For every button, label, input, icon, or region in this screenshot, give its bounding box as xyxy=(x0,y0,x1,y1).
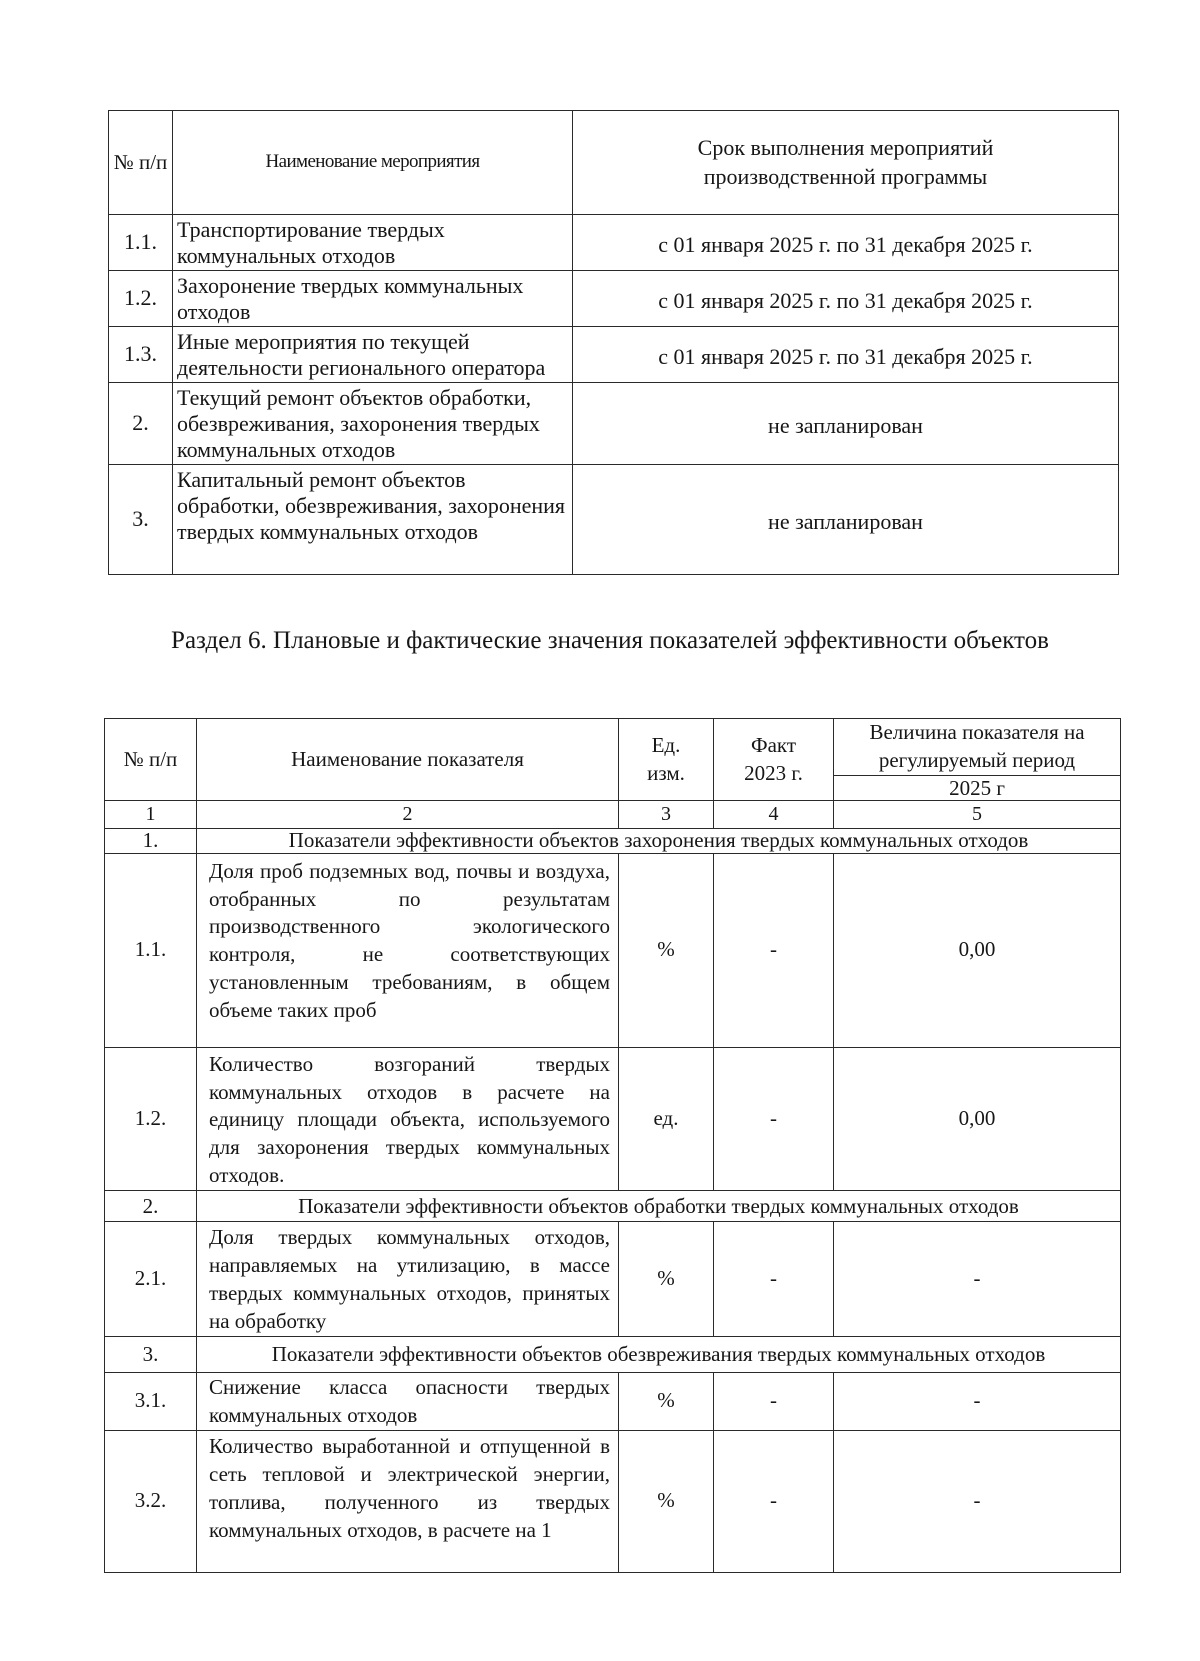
index-cell: 1 xyxy=(105,801,197,829)
activities-table xyxy=(108,110,1119,575)
row-activity-name: Захоронение твердых коммунальных отходов xyxy=(173,270,573,326)
row-indicator-name: Доля проб подземных вод, почвы и воздуха, отобранных по результатам производственного экологического контроля, не соответствующих установленным требованиям, в общем объеме таких проб xyxy=(197,853,619,1047)
row-activity-name: Капитальный ремонт объектов обработки, обезвреживания, захоронения твердых коммунальных отходов xyxy=(173,464,573,574)
row-num: 3. xyxy=(109,464,173,574)
section-row-title: Показатели эффективности объектов захоронения твердых коммунальных отходов xyxy=(197,828,1121,853)
row-num: 1.1. xyxy=(109,215,173,271)
row-value: 0,00 xyxy=(834,1047,1121,1191)
row-unit: % xyxy=(619,1430,714,1572)
header-num: № п/п xyxy=(109,111,173,215)
row-activity-name: Иные мероприятия по текущей деятельности регионального оператора xyxy=(173,326,573,382)
row-value: - xyxy=(834,1222,1121,1337)
section-title: Раздел 6. Плановые и фактические значения показателей эффективности объектов xyxy=(171,627,1049,654)
row-indicator-name: Количество возгораний твердых коммунальных отходов в расчете на единицу площади объекта, используемого для захоронения твердых коммунальных отходов. xyxy=(197,1047,619,1191)
row-num: 2.1. xyxy=(105,1222,197,1337)
row-unit: % xyxy=(619,853,714,1047)
row-num: 1.3. xyxy=(109,326,173,382)
table-header-row xyxy=(105,719,1121,776)
row-value: - xyxy=(834,1430,1121,1572)
row-unit: ед. xyxy=(619,1047,714,1191)
row-indicator-name: Доля твердых коммунальных отходов, направляемых на утилизацию, в массе твердых коммунальных отходов, принятых на обработку xyxy=(197,1222,619,1337)
row-num: 3.1. xyxy=(105,1372,197,1430)
row-indicator-name: Снижение класса опасности твердых коммунальных отходов xyxy=(197,1372,619,1430)
row-num: 3.2. xyxy=(105,1430,197,1572)
row-fact: - xyxy=(714,1047,834,1191)
header-term: Срок выполнения мероприятий производственной программы xyxy=(573,111,1119,215)
table-row xyxy=(109,270,1119,326)
header-num: № п/п xyxy=(105,719,197,801)
row-value: 0,00 xyxy=(834,853,1121,1047)
table-row xyxy=(109,215,1119,271)
table-row xyxy=(105,1372,1121,1430)
index-cell: 4 xyxy=(714,801,834,829)
index-cell: 5 xyxy=(834,801,1121,829)
header-unit: Ед. изм. xyxy=(619,719,714,801)
table-header-row xyxy=(109,111,1119,215)
section-row-title: Показатели эффективности объектов обезвреживания твердых коммунальных отходов xyxy=(197,1336,1121,1372)
row-fact: - xyxy=(714,853,834,1047)
row-unit: % xyxy=(619,1222,714,1337)
index-cell: 3 xyxy=(619,801,714,829)
row-activity-name: Текущий ремонт объектов обработки, обезвреживания, захоронения твердых коммунальных отходов xyxy=(173,382,573,464)
section-row-title: Показатели эффективности объектов обработки твердых коммунальных отходов xyxy=(197,1191,1121,1222)
table-row xyxy=(109,464,1119,574)
section-row xyxy=(105,1336,1121,1372)
row-fact: - xyxy=(714,1372,834,1430)
row-num: 1.2. xyxy=(105,1047,197,1191)
table-row xyxy=(105,853,1121,1047)
row-term: не запланирован xyxy=(573,464,1119,574)
row-unit: % xyxy=(619,1372,714,1430)
row-num: 2. xyxy=(105,1191,197,1222)
row-term: с 01 января 2025 г. по 31 декабря 2025 г. xyxy=(573,270,1119,326)
row-term: с 01 января 2025 г. по 31 декабря 2025 г. xyxy=(573,326,1119,382)
row-activity-name: Транспортирование твердых коммунальных отходов xyxy=(173,215,573,271)
table-row xyxy=(105,1047,1121,1191)
row-term: не запланирован xyxy=(573,382,1119,464)
column-index-row xyxy=(105,801,1121,829)
row-fact: - xyxy=(714,1222,834,1337)
indicators-table xyxy=(104,718,1121,1573)
row-fact: - xyxy=(714,1430,834,1572)
row-num: 1.1. xyxy=(105,853,197,1047)
header-indicator-name: Наименование показателя xyxy=(197,719,619,801)
row-num: 1.2. xyxy=(109,270,173,326)
row-term: с 01 января 2025 г. по 31 декабря 2025 г. xyxy=(573,215,1119,271)
row-value: - xyxy=(834,1372,1121,1430)
table-row xyxy=(105,1222,1121,1337)
table-row xyxy=(109,326,1119,382)
row-num: 2. xyxy=(109,382,173,464)
row-num: 1. xyxy=(105,828,197,853)
section-row xyxy=(105,828,1121,853)
header-year: 2025 г xyxy=(834,776,1121,801)
header-activity-name: Наименование мероприятия xyxy=(173,111,573,215)
table-row xyxy=(109,382,1119,464)
header-fact: Факт 2023 г. xyxy=(714,719,834,801)
row-num: 3. xyxy=(105,1336,197,1372)
header-target: Величина показателя на регулируемый период xyxy=(834,719,1121,776)
index-cell: 2 xyxy=(197,801,619,829)
row-indicator-name: Количество выработанной и отпущенной в сеть тепловой и электрической энергии, топлива, полученного из твердых коммунальных отходов, в расчете на 1 xyxy=(197,1430,619,1572)
table-row xyxy=(105,1430,1121,1572)
section-row xyxy=(105,1191,1121,1222)
